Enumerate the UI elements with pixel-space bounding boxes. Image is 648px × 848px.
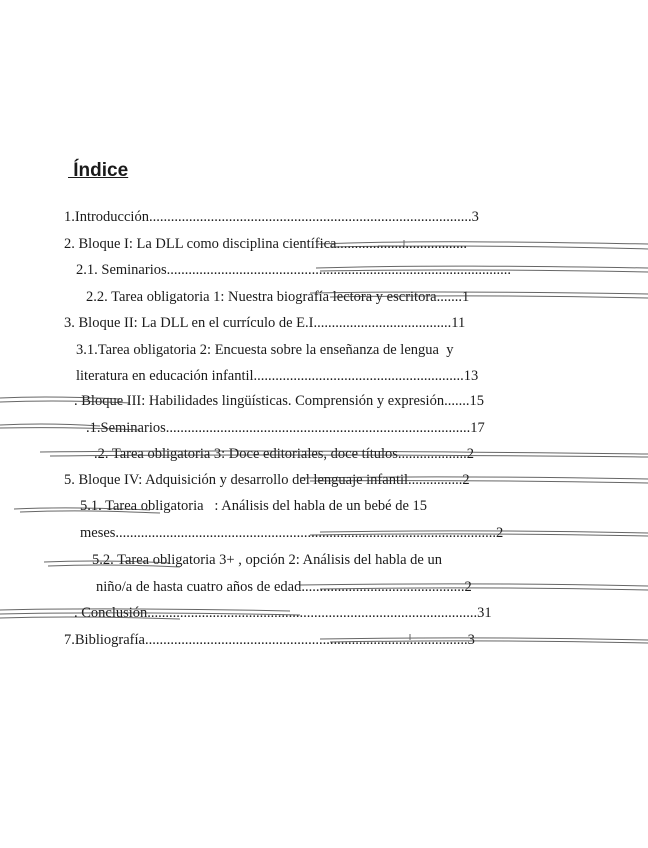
toc-entry-conclusion: . Conclusión...........................................................................................31 — [74, 605, 492, 621]
toc-entry-introduccion: 1.Introducción.........................................................................................3 — [64, 209, 479, 225]
toc-entry-seminarios-3: .1.Seminarios....................................................................................17 — [86, 420, 485, 436]
toc-entry-bloque-1: 2. Bloque I: La DLL como disciplina científica.................................... — [64, 236, 467, 252]
toc-entry-bloque-4: 5. Bloque IV: Adquisición y desarrollo del lenguaje infantil...............2 — [64, 472, 470, 488]
toc-entry-tarea-4-2-line1: 5.2. Tarea obligatoria 3+ , opción 2: Análisis del habla de un — [92, 552, 442, 568]
toc-entry-tarea-4-1-line2: meses.........................................................................................................2 — [80, 525, 504, 541]
toc-entry-tarea-2-line2: literatura en educación infantil..........................................................13 — [76, 368, 479, 384]
toc-entry-bibliografia: 7.Bibliografía.........................................................................................3 — [64, 632, 475, 648]
index-title: Índice — [68, 160, 129, 181]
toc-entry-tarea-2-line1: 3.1.Tarea obligatoria 2: Encuesta sobre la enseñanza de lengua y — [76, 342, 454, 358]
toc-entry-tarea-1: 2.2. Tarea obligatoria 1: Nuestra biografía lectora y escritora.......1 — [86, 289, 470, 305]
toc-entry-bloque-2: 3. Bloque II: La DLL en el currículo de E.I......................................11 — [64, 315, 466, 331]
toc-entry-tarea-4-2-line2: niño/a de hasta cuatro años de edad.............................................2 — [96, 579, 472, 595]
toc-entry-seminarios-1: 2.1. Seminarios............................................................................................... — [76, 262, 511, 278]
toc-entry-tarea-3: .2. Tarea obligatoria 3: Doce editoriales, doce títulos...................2 — [94, 446, 475, 462]
toc-entry-tarea-4-1-line1: 5.1. Tarea obligatoria : Análisis del habla de un bebé de 15 — [80, 498, 428, 514]
toc-entry-bloque-3: . Bloque III: Habilidades lingüísticas. Comprensión y expresión.......15 — [74, 393, 484, 409]
